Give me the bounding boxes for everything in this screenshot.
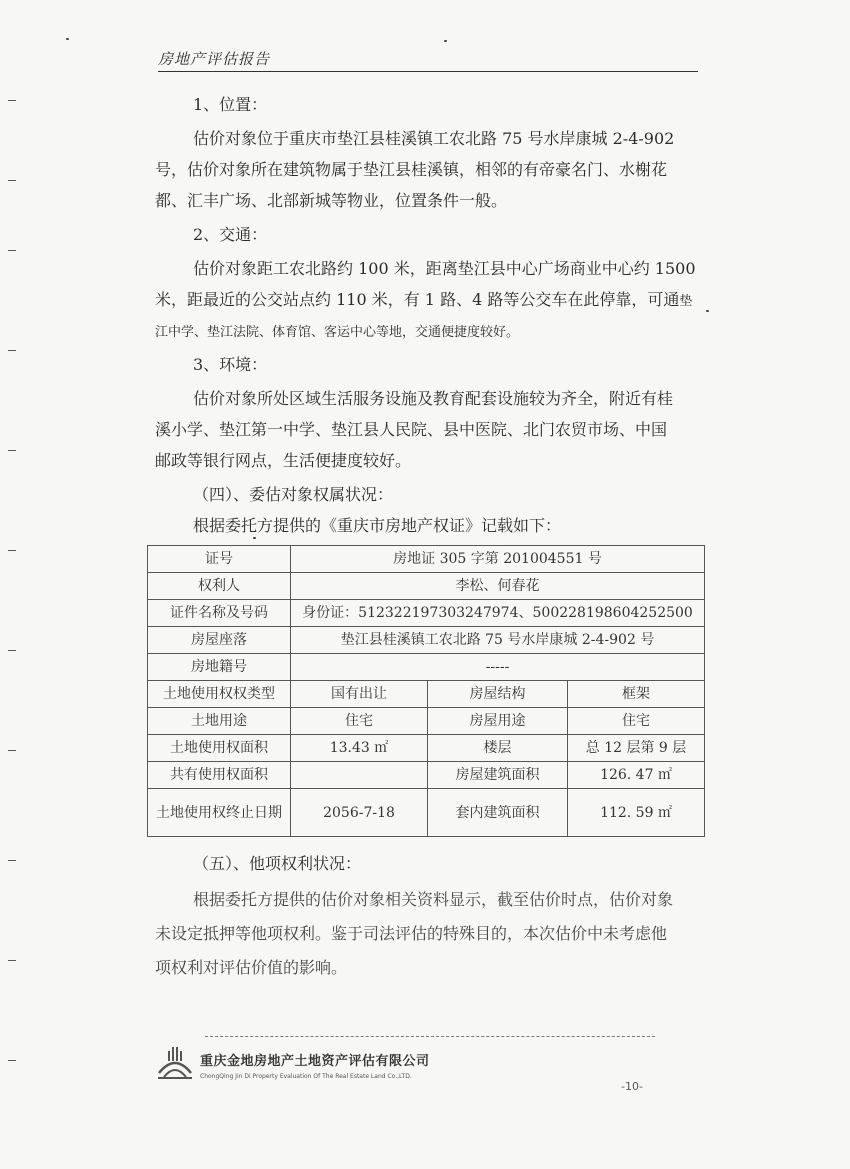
section-traffic-body	[155, 253, 705, 348]
text-line: 未设定抵押等他项权利。鉴于司法评估的特殊目的，本次估价中未考虑他	[155, 924, 668, 943]
text-line: 号，估价对象所在建筑物属于垫江县桂溪镇，相邻的有帝豪名门、水榭花	[155, 160, 668, 179]
text-line: 都、汇丰广场、北部新城等物业，位置条件一般。	[155, 191, 508, 210]
section-environment-heading: 3、环境：	[193, 355, 268, 374]
table-row	[148, 654, 705, 681]
table-row	[148, 762, 705, 789]
property-rights-table	[147, 545, 705, 837]
other-rights-heading: （五）、他项权利状况：	[193, 854, 362, 873]
cell-label: 房屋座落	[148, 627, 291, 654]
table-row	[148, 546, 705, 573]
cell-value: 住宅	[291, 708, 428, 735]
cell-label: 土地使用权面积	[148, 735, 291, 762]
table-row	[148, 627, 705, 654]
text-line: 估价对象所处区域生活服务设施及教育配套设施较为齐全，附近有桂	[193, 389, 674, 408]
text-line: 溪小学、垫江第一中学、垫江县人民院、县中医院、北门农贸市场、中国	[155, 420, 668, 439]
table-row	[148, 789, 705, 837]
cell-label: 共有使用权面积	[148, 762, 291, 789]
cell-label: 套内建筑面积	[428, 789, 568, 837]
other-rights-body	[155, 883, 705, 985]
cell-label: 证件名称及号码	[148, 600, 291, 627]
report-header-title: 房地产评估报告	[158, 48, 698, 72]
cell-value: -----	[291, 654, 705, 681]
company-logo-icon	[155, 1043, 195, 1083]
cell-label: 证号	[148, 546, 291, 573]
ownership-heading: （四）、委估对象权属状况：	[193, 485, 394, 504]
page-number: -10-	[621, 1080, 643, 1093]
cell-value	[291, 762, 428, 789]
cell-label: 楼层	[428, 735, 568, 762]
table-row	[148, 573, 705, 600]
cell-value: 2056-7-18	[291, 789, 428, 837]
text-line: 邮政等银行网点，生活便捷度较好。	[155, 451, 412, 470]
cell-label: 土地使用权权类型	[148, 681, 291, 708]
cell-value: 总 12 层第 9 层	[568, 735, 705, 762]
footer-divider	[205, 1036, 655, 1037]
cell-value: 126. 47 ㎡	[568, 762, 705, 789]
text-line: 估价对象位于重庆市垫江县桂溪镇工农北路 75 号水岸康城 2-4-902	[193, 129, 675, 148]
company-name: 重庆金地房地产土地资产评估有限公司	[200, 1054, 430, 1069]
cell-label: 房屋建筑面积	[428, 762, 568, 789]
company-name-english: ChongQing Jin Di Property Evaluation Of The Real Estate Land Co.,LTD.	[200, 1073, 412, 1080]
cell-value: 国有出让	[291, 681, 428, 708]
text-line: 估价对象距工农北路约 100 米，距离垫江县中心广场商业中心约 1500	[193, 259, 696, 278]
cell-label: 房地籍号	[148, 654, 291, 681]
cell-label: 土地使用权终止日期	[148, 789, 291, 837]
cell-value: 112. 59 ㎡	[568, 789, 705, 837]
table-row	[148, 708, 705, 735]
section-location-body	[155, 123, 705, 216]
table-row	[148, 681, 705, 708]
cell-value: 住宅	[568, 708, 705, 735]
section-traffic-heading: 2、交通：	[193, 225, 268, 244]
section-environment-body	[155, 383, 705, 476]
text-line: 根据委托方提供的估价对象相关资料显示，截至估价时点，估价对象	[193, 890, 674, 909]
text-line-tail: 垫	[679, 294, 693, 309]
cell-label: 房屋结构	[428, 681, 568, 708]
text-line: 米，距最近的公交站点约 110 米，有 1 路、4 路等公交车在此停靠，可通垫	[155, 290, 693, 309]
cell-value: 房地证 305 字第 201004551 号	[291, 546, 705, 573]
cell-label: 房屋用途	[428, 708, 568, 735]
text-line: 项权利对评估价值的影响。	[155, 958, 348, 977]
cell-value: 身份证：512322197303247974、500228198604252500	[291, 600, 705, 627]
ownership-intro: 根据委托方提供的《重庆市房地产权证》记载如下：	[193, 516, 562, 535]
cell-value: 垫江县桂溪镇工农北路 75 号水岸康城 2-4-902 号	[291, 627, 705, 654]
cell-value: 框架	[568, 681, 705, 708]
section-location-heading: 1、位置：	[193, 95, 268, 114]
cell-value: 李松、何春花	[291, 573, 705, 600]
table-row	[148, 600, 705, 627]
cell-label: 权利人	[148, 573, 291, 600]
text-line: 江中学、垫江法院、体育馆、客运中心等地，交通便捷度较好。	[155, 325, 520, 340]
cell-label: 土地用途	[148, 708, 291, 735]
table-row	[148, 735, 705, 762]
cell-value: 13.43 ㎡	[291, 735, 428, 762]
